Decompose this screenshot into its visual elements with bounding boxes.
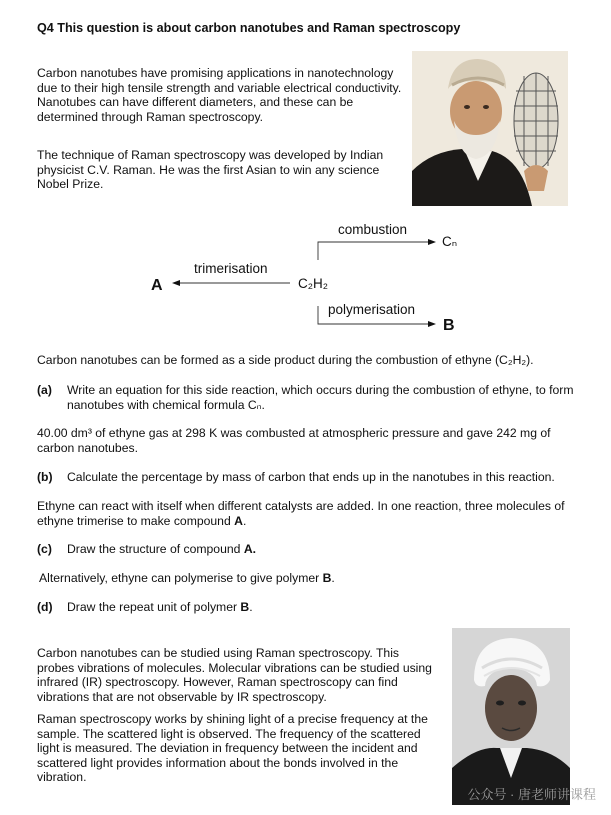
question-d-end: .	[249, 600, 253, 614]
statement-3	[37, 499, 585, 528]
raman-paragraph-1: Carbon nanotubes can be studied using Raman spectroscopy. This probes vibrations of molecules. Molecular vibrations can be studied using infrared (IR) spectroscopy. However, Raman spectroscopy can find vibrations that are not observable by IR spectroscopy.	[37, 646, 432, 704]
question-c-label: (c)	[37, 542, 52, 556]
trimerisation-label: trimerisation	[194, 261, 268, 276]
watermark: 公众号 · 唐老师讲课程	[467, 787, 596, 802]
cv-raman-portrait	[452, 628, 570, 805]
question-title: Q4 This question is about carbon nanotubes and Raman spectroscopy	[37, 21, 461, 35]
statement-3-compound: A	[234, 513, 243, 528]
statement-4-polymer: B	[322, 571, 332, 585]
arrow-head-icon	[428, 321, 436, 327]
statement-2: 40.00 dm³ of ethyne gas at 298 K was combusted at atmospheric pressure and gave 242 mg of carbon nanotubes.	[37, 426, 551, 455]
statement-3-text: Ethyne can react with itself when different catalysts are added. In one reaction, three molecules of ethyne trimerise to make compound	[37, 499, 565, 528]
combustion-label: combustion	[338, 222, 408, 237]
polymer-product-b: B	[443, 317, 455, 334]
reaction-scheme	[140, 218, 470, 338]
question-b-text: Calculate the percentage by mass of carbon that ends up in the nanotubes in this reaction.	[67, 470, 555, 484]
question-c-text: Draw the structure of compound	[67, 542, 244, 556]
question-d-polymer: B	[240, 600, 250, 614]
question-a-label: (a)	[37, 383, 52, 397]
question-a	[37, 383, 585, 412]
statement-4	[39, 571, 335, 586]
arrow-head-icon	[428, 239, 436, 245]
arrow-head-icon	[172, 280, 180, 286]
statement-3-end: .	[242, 513, 247, 528]
statement-4-text: Alternatively, ethyne can polymerise to give polymer	[39, 571, 323, 585]
trimer-product-a: A	[151, 277, 163, 294]
statement-4-end: .	[331, 571, 335, 585]
intro-paragraph-1: Carbon nanotubes have promising applications in nanotechnology due to their high tensile strength and variable electrical conductivity. Nanotubes can have different diameters, and these can be determined through Raman spectroscopy.	[37, 66, 402, 124]
combustion-product: Cₙ	[442, 234, 458, 249]
raman-paragraph-2: Raman spectroscopy works by shining light of a precise frequency at the sample. The scattered light is observed. The frequency of the scattered light is measured. The deviation in frequency between the incident and scattered light provides information about the bonds involved in the vibration.	[37, 712, 428, 785]
intro-paragraph-2: The technique of Raman spectroscopy was developed by Indian physicist C.V. Raman. He was the first Asian to win any science Nobel Prize.	[37, 148, 384, 192]
question-c	[37, 542, 585, 557]
ethyne-formula: C₂H₂	[298, 276, 328, 291]
question-d-label: (d)	[37, 600, 53, 614]
question-b-label: (b)	[37, 470, 53, 484]
statement-1: Carbon nanotubes can be formed as a side product during the combustion of ethyne (C₂H₂).	[37, 353, 534, 367]
question-b	[37, 470, 585, 485]
scientist-with-nanotube-illustration	[412, 51, 568, 206]
question-d	[37, 600, 585, 615]
nanotube-icon	[514, 73, 558, 169]
question-c-compound: A.	[243, 542, 256, 556]
polymerisation-label: polymerisation	[328, 302, 416, 317]
question-a-text: Write an equation for this side reaction, which occurs during the combustion of ethyne, to form nanotubes with chemical formula Cₙ.	[67, 383, 574, 412]
question-d-text: Draw the repeat unit of polymer	[67, 600, 241, 614]
